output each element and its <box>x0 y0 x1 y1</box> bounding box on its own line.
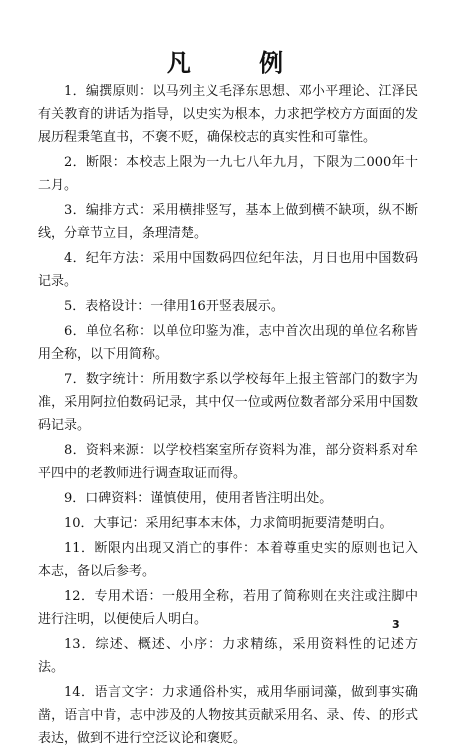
rules-list <box>38 80 418 752</box>
rule-item: 8．资料来源：以学校档案室所存资料为准，部分资料系对牟平四中的老教师进行调查取证而得。 <box>38 443 418 481</box>
rule-item: 5．表格设计：一律用16开竖表展示。 <box>64 299 284 314</box>
rule-item: 14．语言文字：力求通俗朴实，戒用华丽词藻，做到事实确凿，语言中肯，志中涉及的人物按其贡献采用名、录、传、的形式表达，做到不进行空泛议论和褒贬。 <box>38 685 418 746</box>
rule-item: 11．断限内出现又消亡的事件：本着尊重史实的原则也记入本志，备以后参考。 <box>38 541 418 579</box>
rule-item: 10．大事记：采用纪事本末体，力求简明扼要清楚明白。 <box>64 516 393 531</box>
rule-item: 1．编撰原则：以马列主义毛泽东思想、邓小平理论、江泽民有关教育的讲话为指导，以史实为根本，力求把学校方方面面的发展历程秉笔直书，不褒不贬，确保校志的真实性和可靠性。 <box>38 84 418 145</box>
rule-item: 6．单位名称：以单位印鉴为准，志中首次出现的单位名称皆用全称，以下用简称。 <box>38 324 418 362</box>
rule-item: 2．断限：本校志上限为一九七八年九月，下限为二000年十二月。 <box>38 155 418 193</box>
rule-item: 3．编排方式：采用横排竖写，基本上做到横不缺项，纵不断线，分章节立目，条理清楚。 <box>38 203 418 241</box>
page-number: 3 <box>392 618 400 631</box>
rule-item: 12．专用术语：一般用全称，若用了简称则在夹注或注脚中进行注明，以便使后人明白。 <box>38 589 418 627</box>
rule-item: 7．数字统计：所用数字系以学校每年上报主管部门的数字为准，采用阿拉伯数码记录，其中仅一位或两位数者部分采用中国数码记录。 <box>38 372 418 433</box>
page-title: 凡 例 <box>166 49 314 77</box>
rule-item: 13．综述、概述、小序：力求精练，采用资料性的记述方法。 <box>38 637 418 675</box>
rule-item: 9．口碑资料：谨慎使用，使用者皆注明出处。 <box>64 491 333 506</box>
rule-item: 4．纪年方法：采用中国数码四位纪年法，月日也用中国数码记录。 <box>38 251 418 289</box>
